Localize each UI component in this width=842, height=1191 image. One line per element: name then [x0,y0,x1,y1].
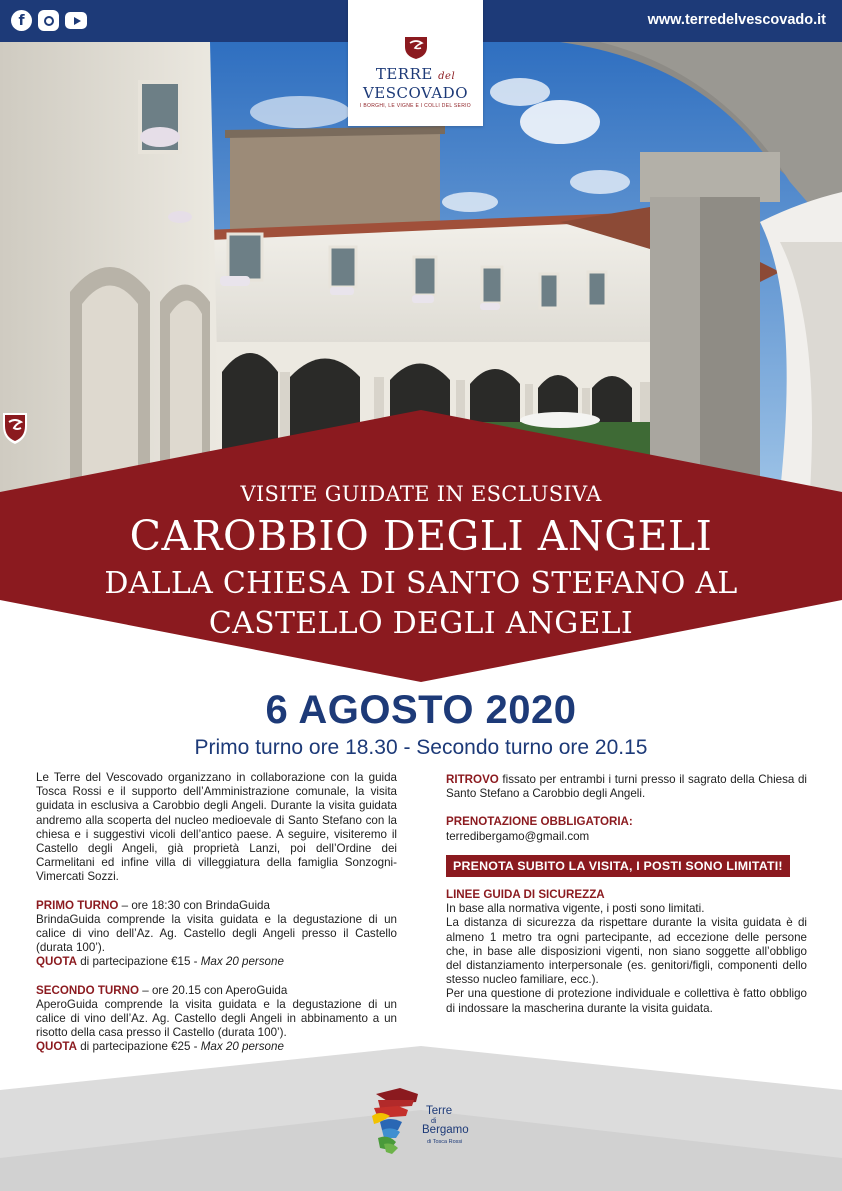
footer-logo-terre: Terre [426,1105,453,1117]
intro-paragraph: Le Terre del Vescovado organizzano in collaborazione con la guida Tosca Rossi e il supporto dell’Amministrazione comunale, la visita guidata in esclusiva a Carobbio degli Angeli. Durante la visita guidata andremo alla scoperta del nucleo medioevale di Santo Stefano con la chiesa e i suggestivi vicoli dell’antico paese. A seguire, visiteremo il Castello degli Angeli, già proprietà Lanzi, poi dell’Ordine dei Carmelitani ed infine villa di villeggiatura della famiglia Sonzogni-Vimercati Sozzi. [36,771,397,884]
logo-text-vescovado: VESCOVADO [362,84,469,102]
booking-cta: PRENOTA SUBITO LA VISITA, I POSTI SONO LIMITATI! [446,855,790,877]
right-column [446,773,807,1016]
instagram-icon[interactable] [38,10,59,31]
footer-logo-tosca: di Tosca Rossi [427,1139,463,1145]
first-turn-description: BrindaGuida comprende la visita guidata e la degustazione di un calice di vino dell’Az. Ag. Castello degli Angeli presso il Castello (durata 100’). [36,912,397,955]
terre-di-bergamo-logo [368,1086,478,1158]
safety-line-2: La distanza di sicurezza da rispettare durante la visita guidata è di almeno 1 metro tra ogni partecipante, ad eccezione delle persone che, in base alle disposizioni vigenti, non siano soggette all’obbligo del distanziamento interpersonale (es. genitori/figli, componenti dello stesso nucleo familiare, ecc.). [446,916,807,987]
shield-logo-icon [402,34,430,60]
footer-logo-di: di [431,1118,437,1125]
logo-text-terre: TERRE del [375,65,456,83]
booking-heading: PRENOTAZIONE OBBLIGATORIA: [446,815,633,829]
social-links [11,10,87,31]
safety-heading: LINEE GUIDA DI SICUREZZA [446,888,605,902]
footer-logo-bergamo: Bergamo [422,1124,469,1136]
bergamo-map-icon [368,1086,428,1158]
meeting-point: RITROVO fissato per entrambi i turni presso il sagrato della Chiesa di Santo Stefano a Carobbio degli Angeli. [446,773,807,801]
first-turn-heading: PRIMO TURNO – ore 18:30 con BrindaGuida [36,898,270,912]
booking-email[interactable]: terredibergamo@gmail.com [446,829,590,843]
left-column [36,771,397,1055]
second-turn-description: AperoGuida comprende la visita guidata e la degustazione di un calice di vino dell’Az. Ag. Castello degli Angeli in abbinamento a un risotto della casa presso il Castello (durata 100’). [36,997,397,1040]
banner-line-4: CASTELLO DEGLI ANGELI [208,606,634,641]
terre-del-vescovado-logo [348,0,483,126]
safety-line-1: In base alla normativa vigente, i posti sono limitati. [446,902,705,916]
event-turns: Primo turno ore 18.30 - Secondo turno ore 20.15 [194,736,648,759]
second-turn-heading: SECONDO TURNO – ore 20.15 con AperoGuida [36,983,288,997]
youtube-icon[interactable] [65,12,87,29]
banner-subtitle: VISITE GUIDATE IN ESCLUSIVA [240,482,602,506]
safety-line-3: Per una questione di protezione individuale e collettiva è fatto obbligo di indossare la mascherina durante la visita guidata. [446,987,807,1015]
facebook-icon[interactable]: f [11,10,32,31]
first-turn-price: QUOTA di partecipazione €15 - Max 20 persone [36,955,284,969]
logo-tagline: I BORGHI, LE VIGNE E I COLLI DEL SERIO [360,103,471,109]
banner-line-3: DALLA CHIESA DI SANTO STEFANO AL [104,566,738,601]
shield-emblem-icon [0,410,30,446]
title-banner [0,410,842,682]
second-turn-price: QUOTA di partecipazione €25 - Max 20 persone [36,1040,284,1054]
banner-title: CAROBBIO DEGLI ANGELI [129,512,713,560]
event-date: 6 AGOSTO 2020 [265,688,577,732]
website-link[interactable]: www.terredelvescovado.it [647,12,826,28]
